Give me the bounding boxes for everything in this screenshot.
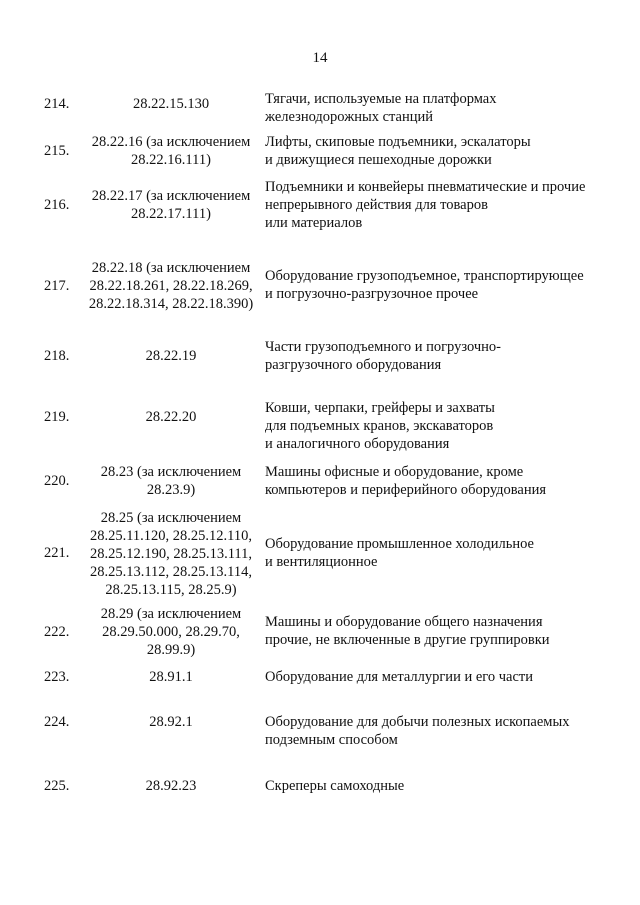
code-line: 28.25.12.190, 28.25.13.111, bbox=[89, 546, 253, 562]
code-line: 28.22.18 (за исключением bbox=[91, 260, 251, 276]
desc-line: и погрузочно-разгрузочное прочее bbox=[265, 286, 479, 302]
desc-line: подземным способом bbox=[265, 732, 398, 748]
code-line: 28.25.13.115, 28.25.9) bbox=[105, 582, 237, 598]
code-line: 28.22.16 (за исключением bbox=[91, 134, 251, 150]
row-description bbox=[265, 338, 605, 374]
row-number: 224. bbox=[44, 714, 70, 730]
desc-line: железнодорожных станций bbox=[265, 109, 434, 125]
code-line: 28.22.20 bbox=[145, 409, 197, 425]
desc-line: Лифты, скиповые подъемники, эскалаторы bbox=[265, 134, 531, 150]
row-number: 214. bbox=[44, 96, 70, 112]
desc-line: Машины и оборудование общего назначения bbox=[265, 614, 543, 630]
row-number: 220. bbox=[44, 473, 70, 489]
desc-line: Части грузоподъемного и погрузочно- bbox=[265, 339, 502, 355]
desc-line: прочие, не включенные в другие группировки bbox=[265, 632, 550, 648]
desc-line: и вентиляционное bbox=[265, 554, 378, 570]
row-description bbox=[265, 267, 605, 303]
desc-line: непрерывного действия для товаров bbox=[265, 197, 488, 213]
code-line: 28.23.9) bbox=[146, 482, 196, 498]
row-code bbox=[76, 463, 266, 499]
row-code bbox=[76, 95, 266, 113]
desc-line: и аналогичного оборудования bbox=[265, 436, 450, 452]
row-number: 216. bbox=[44, 197, 70, 213]
code-line: 28.22.17 (за исключением bbox=[91, 188, 251, 204]
row-code bbox=[76, 133, 266, 169]
row-number: 223. bbox=[44, 669, 70, 685]
code-line: 28.22.18.261, 28.22.18.269, bbox=[89, 278, 253, 294]
code-line: 28.22.18.314, 28.22.18.390) bbox=[88, 296, 254, 312]
row-code bbox=[76, 668, 266, 686]
row-number: 217. bbox=[44, 278, 70, 294]
desc-line: Тягачи, используемые на платформах bbox=[265, 91, 497, 107]
row-description bbox=[265, 399, 605, 453]
row-code bbox=[76, 187, 266, 223]
code-line: 28.25 (за исключением bbox=[100, 510, 242, 526]
row-number: 221. bbox=[44, 545, 70, 561]
row-description bbox=[265, 668, 605, 686]
row-description bbox=[265, 713, 605, 749]
row-description bbox=[265, 133, 605, 169]
row-description bbox=[265, 613, 605, 649]
row-description bbox=[265, 535, 605, 571]
row-code bbox=[76, 605, 266, 659]
code-line: 28.29 (за исключением bbox=[100, 606, 242, 622]
row-number: 222. bbox=[44, 624, 70, 640]
page-number: 14 bbox=[312, 50, 328, 66]
row-description bbox=[265, 777, 605, 795]
code-line: 28.22.15.130 bbox=[132, 96, 210, 112]
row-code bbox=[76, 408, 266, 426]
code-line: 28.25.11.120, 28.25.12.110, bbox=[89, 528, 253, 544]
row-number: 219. bbox=[44, 409, 70, 425]
code-line: 28.29.50.000, 28.29.70, bbox=[102, 624, 240, 640]
row-description bbox=[265, 90, 605, 126]
row-code bbox=[76, 509, 266, 599]
code-line: 28.99.9) bbox=[146, 642, 196, 658]
desc-line: Оборудование грузоподъемное, транспортирующее bbox=[265, 268, 584, 284]
code-line: 28.91.1 bbox=[149, 669, 193, 685]
row-description bbox=[265, 178, 605, 232]
row-code bbox=[76, 259, 266, 313]
row-number: 225. bbox=[44, 778, 70, 794]
row-code bbox=[76, 347, 266, 365]
row-code bbox=[76, 713, 266, 731]
code-line: 28.22.19 bbox=[145, 348, 197, 364]
code-line: 28.25.13.112, 28.25.13.114, bbox=[89, 564, 253, 580]
desc-line: Подъемники и конвейеры пневматические и прочие bbox=[265, 179, 586, 195]
code-line: 28.22.17.111) bbox=[131, 206, 211, 222]
desc-line: Ковши, черпаки, грейферы и захваты bbox=[265, 400, 495, 416]
code-line: 28.23 (за исключением bbox=[100, 464, 242, 480]
desc-line: или материалов bbox=[265, 215, 363, 231]
desc-line: Скреперы самоходные bbox=[265, 778, 405, 794]
desc-line: Машины офисные и оборудование, кроме bbox=[265, 464, 524, 480]
code-line: 28.92.23 bbox=[145, 778, 197, 794]
row-number: 218. bbox=[44, 348, 70, 364]
desc-line: компьютеров и периферийного оборудования bbox=[265, 482, 547, 498]
desc-line: Оборудование для добычи полезных ископаемых bbox=[265, 714, 570, 730]
row-code bbox=[76, 777, 266, 795]
code-line: 28.22.16.111) bbox=[131, 152, 211, 168]
desc-line: для подъемных кранов, экскаваторов bbox=[265, 418, 494, 434]
row-description bbox=[265, 463, 605, 499]
desc-line: и движущиеся пешеходные дорожки bbox=[265, 152, 492, 168]
desc-line: Оборудование промышленное холодильное bbox=[265, 536, 534, 552]
code-line: 28.92.1 bbox=[149, 714, 193, 730]
row-number: 215. bbox=[44, 143, 70, 159]
desc-line: Оборудование для металлургии и его части bbox=[265, 669, 533, 685]
desc-line: разгрузочного оборудования bbox=[265, 357, 442, 373]
